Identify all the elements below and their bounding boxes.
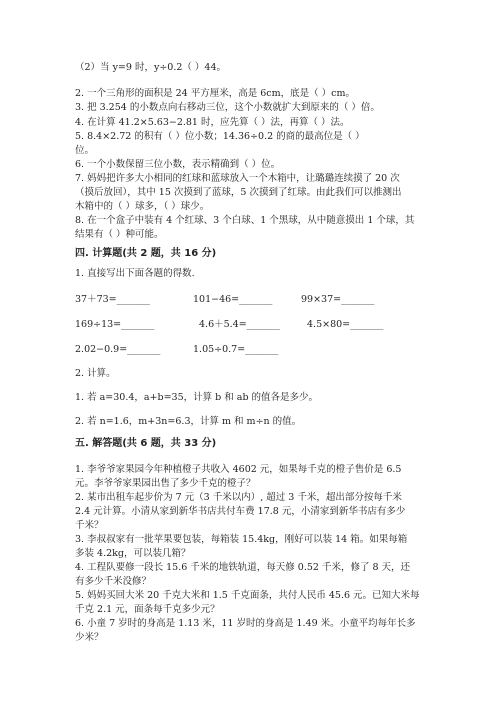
question-line: 5. 妈妈买回大米 20 千克大米和 1.5 千克面条，共付人民币 45.6 元。已知大米每 (75, 590, 420, 601)
question-line: 1. 直接写出下面各题的得数. (75, 268, 195, 279)
question-line: 木箱中的（ ）球多，（ ）球少。 (75, 201, 210, 212)
calc-item: 2.02−0.9=_______ (75, 344, 161, 355)
calc-item: 169÷13=_______ (75, 319, 155, 330)
question-line: 4. 在计算 41.2×5.63−2.81 时，应先算（ ）法，再算（ ）法。 (75, 117, 350, 128)
question-line: 1. 若 a=30.4，a+b=35，计算 b 和 ab 的值各是多少。 (75, 392, 319, 403)
calc-item: 4.6＋5.4=_______ (199, 319, 280, 330)
section-heading-word-problems: 五. 解答题(共 6 题，共 33 分) (75, 438, 217, 449)
question-line: 2. 若 n=1.6，m+3n=6.3，计算 m 和 m÷n 的值。 (75, 416, 302, 427)
question-line: 结果有（ ）种可能。 (75, 229, 164, 240)
question-line: 千克 2.1 元，面条每千克多少元？ (75, 604, 220, 615)
question-line: （摸后放回），其中 15 次摸到了蓝球，5 次摸到了红球。由此我们可以推测出 (75, 187, 402, 198)
question-line: 元。李爷爷家果园出售了多少千克的橙子？ (75, 478, 256, 489)
question-line: 7. 妈妈把许多大小相同的红球和蓝球放入一个木箱中，让璐璐连续摸了 20 次 (75, 173, 400, 184)
question-line: 位。 (75, 145, 95, 156)
calc-item: 37＋73=_______ (75, 294, 150, 305)
calc-item: 4.5×80=_______ (307, 319, 384, 330)
question-line: 千米？ (75, 520, 104, 531)
question-line: 3. 李叔叔家有一批苹果要包装，每箱装 15.4kg，刚好可以装 14 箱。如果每箱 (75, 534, 408, 545)
question-line: 2. 计算。 (75, 368, 116, 379)
question-line: 2. 一个三角形的面积是 24 平方厘米，高是 6cm，底是（ ）cm。 (75, 88, 355, 99)
question-line: 6. 小童 7 岁时的身高是 1.13 米，11 岁时的身高是 1.49 米。小童平均每年长多 (75, 618, 416, 629)
section-heading-calc: 四. 计算题(共 2 题，共 16 分) (75, 248, 217, 259)
question-line: 有多少千米没修？ (75, 576, 152, 587)
calc-item: 1.05÷0.7=_______ (193, 344, 279, 355)
calc-item: 99×37=_______ (301, 294, 375, 305)
question-line: 少米？ (75, 632, 104, 643)
calc-item: 101−46=_______ (193, 294, 273, 305)
question-line: 1. 李爷爷家果园今年种植橙子共收入 4602 元，如果每千克的橙子售价是 6.5 (75, 464, 402, 475)
question-line: 6. 一个小数保留三位小数，表示精确到（ ）位。 (75, 159, 281, 170)
question-line: 8. 在一个盒子中装有 4 个红球、3 个白球、1 个黑球，从中随意摸出 1 个球，其 (75, 215, 415, 226)
question-line: 4. 工程队要修一段长 15.6 千米的地铁轨道，每天修 0.52 千米，修了 8 天，还 (75, 562, 411, 573)
question-line: 3. 把 3.254 的小数点向右移动三位，这个小数就扩大到原来的（ ）倍。 (75, 102, 380, 113)
question-line: 多装 4.2kg，可以装几箱？ (75, 548, 191, 559)
question-line: 2.4 元计算。小清从家到新华书店共付车费 17.8 元，小清家到新华书店有多少 (75, 506, 406, 517)
question-line: 5. 8.4×2.72 的积有（ ）位小数；14.36÷0.2 的商的最高位是（ ） (75, 131, 365, 142)
question-line: （2）当 y=9 时，y÷0.2（ ）44。 (75, 62, 226, 73)
question-line: 2. 某市出租车起步价为 7 元（3 千米以内）, 超过 3 千米，超出部分按每千米 (75, 492, 402, 503)
